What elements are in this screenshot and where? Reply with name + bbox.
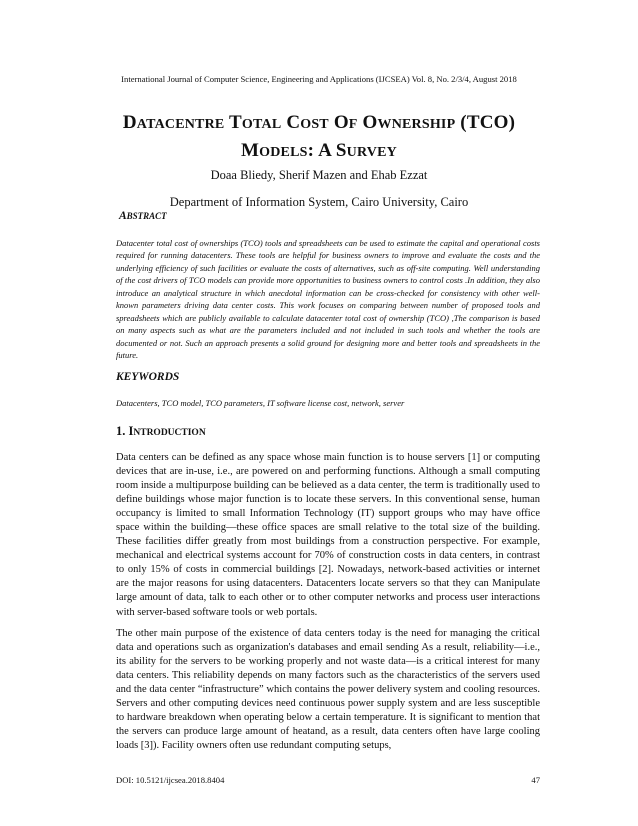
title-word: A (318, 140, 331, 161)
page-number: 47 (531, 775, 540, 785)
body-paragraph: Data centers can be defined as any space whose main function is to house servers [1] or computing devices that are in-use, i.e., are powered on and performing functions. Although a small computing room inside a multipurpose building can be believed as a data center, the term is traditionally used to define buildings whose major function is to locate these servers. In this conventional sense, human occupancy is limited to small Information Technology (IT) support groups who may have office space within the building—these office spaces are small relative to the total size of the building. These facilities differ greatly from most buildings from a construction perspective. For example, mechanical and electrical systems account for 70% of construction costs in data centers, in contrast to only 15% of costs in commercial buildings [2]. Nowadays, network-based activities or internet are the major reasons for using datacenters. Datacenters locate servers so that they can Manipulate large amount of data, talk to each other or to other computer networks and process user interactions with server-based software tools or web portals. (116, 452, 540, 618)
title-word: COST (286, 112, 329, 133)
title-word: (TCO) (460, 112, 516, 133)
section-heading-introduction: 1. INTRODUCTION (116, 424, 206, 438)
title-word: MODELS (241, 140, 308, 161)
abstract-heading: ABSTRACT (119, 210, 167, 222)
title-line-1 (60, 110, 578, 138)
abstract-text: Datacenter total cost of ownerships (TCO) tools and spreadsheets can be used to estimate the capital and operational costs required for running datacenters. These tools are helpful for business owners to improve and evaluate the costs and the underlying efficiency of such facilities or evaluate the costs of alternatives, such as off-site computing. Well understanding of the cost drivers of TCO models can provide more opportunities to business owners to control costs .In addition, they also introduce an analytical structure in which anecdotal information can be cross-checked for consistency with other well-known parameters driving data center costs. This work focuses on comparing between number of proposed tools and spreadsheets which are publicly available to calculate datacenter total cost of ownership (TCO) ,The comparison is based on many aspects such as what are the parameters included and not included in such tools and whether the tools are documented or not. Such an approach presents a solid ground for designing more and better tools and spreadsheets in the future. (116, 238, 540, 361)
title-word: DATACENTRE (122, 112, 225, 133)
footer-doi: DOI: 10.5121/ijcsea.2018.8404 (116, 775, 225, 785)
title-word: OF (333, 112, 358, 133)
author-affiliation: Department of Information System, Cairo University, Cairo (169, 195, 469, 209)
paper-title (60, 110, 578, 166)
title-word: OWNERSHIP (362, 112, 456, 133)
body-paragraph: The other main purpose of the existence of data centers today is the need for managing the critical data and operations such as organization's databases and email sending As a result, reliability—i.e., its ability for the servers to be working properly and not waste data—is a critical interest for many data centers. This reliability depends on many factors such as the characteristics of the servers used and the data center “infrastructure” which contains the power delivery system and cooling resources. Servers and other computing devices need continuous power supply system and are less susceptible to hardware breakdown when operating below a certain temperature. It is significant to mention that the servers can produce large amount of heatand, as a result, data centers often have large cooling loads [3]). Facility owners often use redundant computing setups, (116, 628, 540, 752)
title-line-2 (60, 138, 578, 166)
author-list: Doaa Bliedy, Sherif Mazen and Ehab Ezzat (210, 168, 428, 182)
keywords-text: Datacenters, TCO model, TCO parameters, IT software license cost, network, server (116, 398, 405, 408)
keywords-heading: KEYWORDS (116, 371, 180, 383)
title-word: : (307, 140, 315, 161)
title-word: SURVEY (335, 140, 397, 161)
running-head: International Journal of Computer Science, Engineering and Applications (IJCSEA) Vol. 8, No. 2/3/4, August 2018 (121, 74, 517, 84)
title-word: TOTAL (229, 112, 282, 133)
